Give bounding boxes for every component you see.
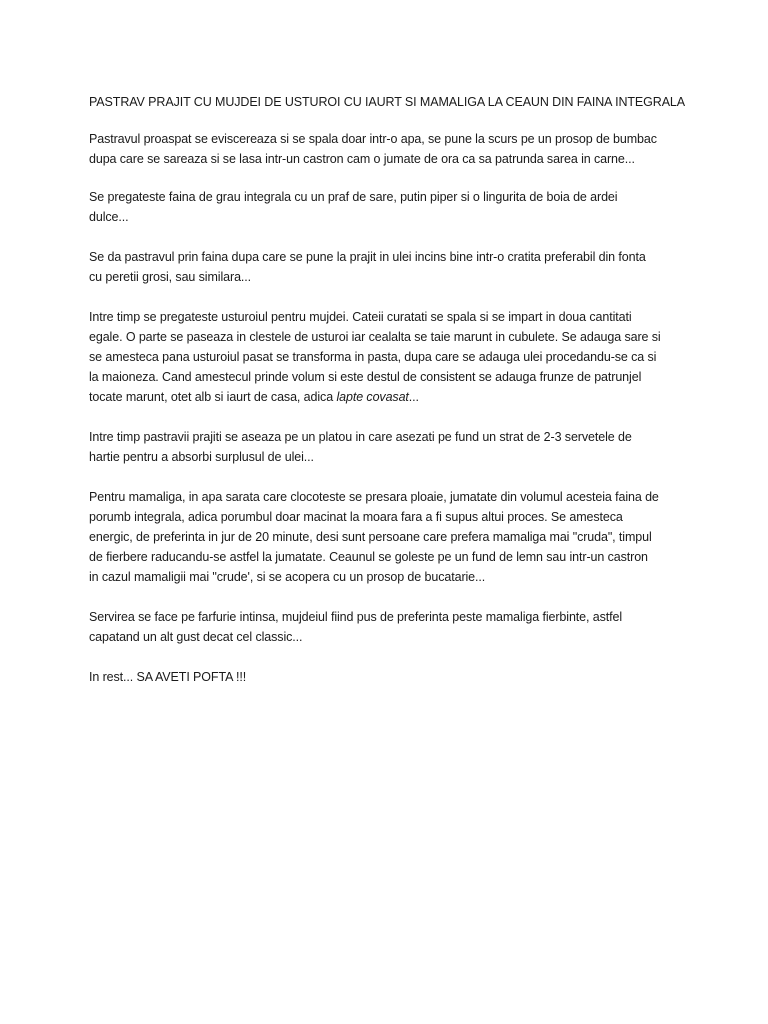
paragraph-line: Se da pastravul prin faina dupa care se pune la prajit in ulei incins bine intr-o cratita preferabil din fonta: [89, 250, 646, 264]
paragraph-line: capatand un alt gust decat cel classic...: [89, 630, 303, 644]
paragraph-line: Servirea se face pe farfurie intinsa, mujdeiul fiind pus de preferinta peste mamaliga fierbinte, astfel: [89, 610, 623, 624]
document-title: PASTRAV PRAJIT CU MUJDEI DE USTUROI CU IAURT SI MAMALIGA LA CEAUN DIN FAINA INTEGRALA: [89, 95, 686, 109]
paragraph-line: hartie pentru a absorbi surplusul de ulei...: [89, 450, 314, 464]
paragraph-line: dupa care se sareaza si se lasa intr-un castron cam o jumate de ora ca sa patrunda sarea in carne...: [89, 152, 635, 166]
paragraph-2: [89, 187, 689, 227]
paragraph-line: In rest... SA AVETI POFTA !!!: [89, 670, 247, 684]
paragraph-line: Se pregateste faina de grau integrala cu un praf de sare, putin piper si o lingurita de boia de ardei: [89, 190, 618, 204]
paragraph-3: [89, 247, 689, 287]
paragraph-line: Pentru mamaliga, in apa sarata care clocoteste se presara ploaie, jumatate din volumul acesteia faina de: [89, 490, 659, 504]
paragraph-line: porumb integrala, adica porumbul doar macinat la moara fara a fi supus altui proces. Se amesteca: [89, 510, 623, 524]
paragraph-line: Pastravul proaspat se eviscereaza si se spala doar intr-o apa, se pune la scurs pe un prosop de bumbac: [89, 132, 657, 146]
document-page: [89, 92, 689, 707]
line-suffix: ...: [408, 390, 419, 404]
paragraph-line: Intre timp pastravii prajiti se aseaza pe un platou in care asezati pe fund un strat de 2-3 servetele de: [89, 430, 632, 444]
paragraph-4: [89, 307, 689, 407]
paragraph-6: [89, 487, 689, 587]
paragraph-line-last: [89, 387, 689, 407]
paragraph-line: egale. O parte se paseaza in clestele de usturoi iar cealalta se taie marunt in cubulete. Se adauga sare si: [89, 330, 661, 344]
paragraph-7: [89, 607, 689, 647]
paragraph-line: energic, de preferinta in jur de 20 minute, desi sunt persoane care prefera mamaliga mai "cruda", timpul: [89, 530, 652, 544]
paragraph-line: de fierbere raducandu-se astfel la jumatate. Ceaunul se goleste pe un fund de lemn sau intr-un castron: [89, 550, 648, 564]
paragraph-1: [89, 129, 689, 169]
paragraph-line: in cazul mamaligii mai "crude', si se acopera cu un prosop de bucatarie...: [89, 570, 486, 584]
italic-phrase: lapte covasat: [336, 390, 409, 404]
paragraph-line: la maioneza. Cand amestecul prinde volum si este destul de consistent se adauga frunze de patrunjel: [89, 370, 642, 384]
paragraph-line: dulce...: [89, 210, 129, 224]
paragraph-8: [89, 667, 689, 687]
paragraph-5: [89, 427, 689, 467]
paragraph-line: Intre timp se pregateste usturoiul pentru mujdei. Cateii curatati se spala si se impart in doua cantitati: [89, 310, 632, 324]
paragraph-line: cu peretii grosi, sau similara...: [89, 270, 252, 284]
paragraph-line: se amesteca pana usturoiul pasat se transforma in pasta, dupa care se adauga ulei procedandu-se ca si: [89, 350, 657, 364]
line-prefix: tocate marunt, otet alb si iaurt de casa, adica: [89, 390, 337, 404]
